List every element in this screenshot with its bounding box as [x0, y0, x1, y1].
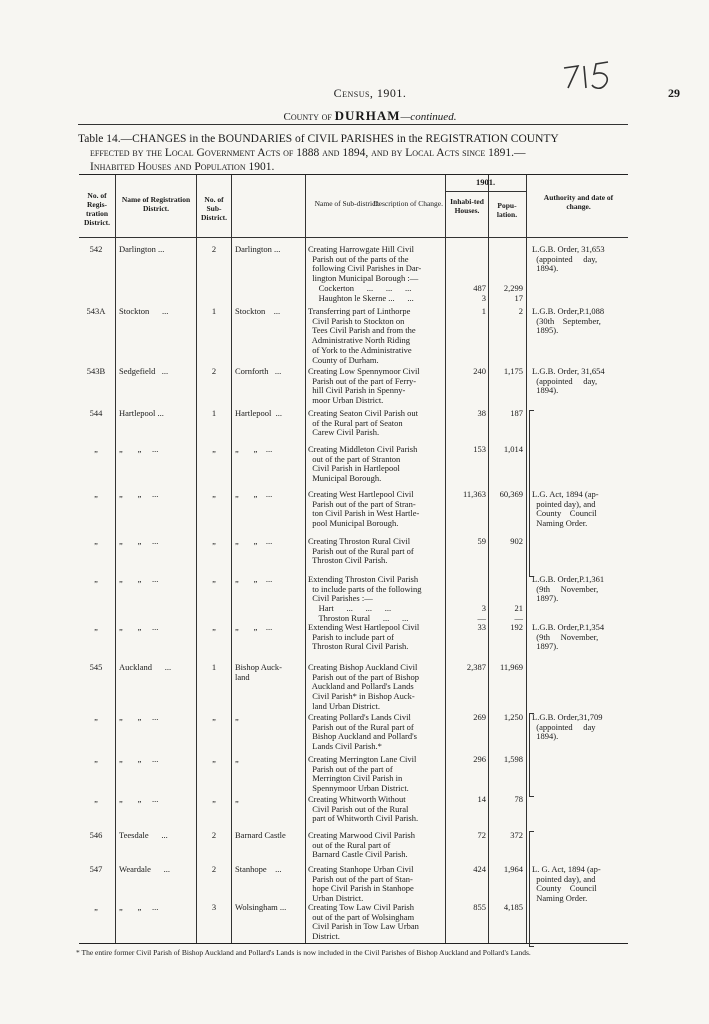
row-sub-no: „ — [212, 754, 216, 764]
row-population: 78 — [514, 794, 523, 804]
row-reg-no: „ — [94, 489, 98, 499]
row-population: 902 — [510, 536, 523, 546]
row-authority: L.G.B. Order,P.1,088 (30th September, 1895). — [532, 306, 605, 336]
row-population: 1,175 — [503, 366, 523, 376]
row-population: 192 — [510, 622, 523, 632]
row-sub-name: Stockton ... — [235, 306, 281, 316]
grouping-brace — [529, 713, 534, 797]
row-sub-no: 2 — [211, 366, 217, 376]
row-authority: L.G.B. Order,P.1,361 (9th November, 1897). — [532, 574, 605, 604]
row-houses: 2,387 — [466, 662, 486, 672]
row-authority: L.G.B. Order,P.1,354 (9th November, 1897). — [532, 622, 605, 652]
boundary-changes-table — [79, 174, 628, 944]
row-sub-no: 1 — [211, 662, 217, 672]
row-reg-name: „ „ ... — [119, 754, 159, 764]
row-sub-name: „ — [235, 712, 239, 722]
row-reg-no: „ — [94, 712, 98, 722]
col-reg-no: No. of Regis-tration District. — [83, 191, 111, 227]
row-description: Creating Merrington Lane Civil Parish out of the part of Merrington Civil Parish in Spennymoor Urban District. — [308, 754, 417, 794]
row-houses: 3 — — [477, 603, 486, 623]
row-reg-no: 545 — [89, 662, 103, 672]
row-reg-no: „ — [94, 444, 98, 454]
row-description: Transferring part of Linthorpe Civil Parish to Stockton on Tees Civil Parish and from the Administrative North Riding of York to the Administrative County of Durham. — [308, 306, 416, 365]
row-population: 372 — [510, 830, 523, 840]
page-number: 29 — [668, 86, 680, 100]
table-title: Table 14.—CHANGES in the BOUNDARIES of CIVIL PARISHES in the REGISTRATION COUNTY effected by the Local Government Acts of 1888 and 1894, and by Local Acts since 1891.— Inhabited Houses and Population 1901. — [78, 133, 559, 173]
col-sub-name: Name of Sub-district. — [314, 199, 380, 208]
row-description: Creating Pollard's Lands Civil Parish out of the Rural part of Bishop Auckland and Pollard's Lands Civil Parish.* — [308, 712, 417, 752]
row-description: Creating Marwood Civil Parish out of the Rural part of Barnard Castle Civil Parish. — [308, 830, 415, 860]
row-sub-no: 3 — [211, 902, 217, 912]
county-heading: County of DURHAM—continued. — [283, 108, 457, 123]
row-sub-no: 2 — [211, 244, 217, 254]
running-title: Census, 1901. — [333, 86, 407, 100]
row-population: 1,250 — [503, 712, 523, 722]
page-header — [60, 86, 680, 102]
row-description: Creating Bishop Auckland Civil Parish out of the part of Bishop Auckland and Pollard's Lands Civil Parish* in Bishop Auck- land Urban District. — [308, 662, 419, 711]
row-population: 2 — [518, 306, 523, 316]
row-reg-no: „ — [94, 902, 98, 912]
row-sub-no: „ — [212, 536, 216, 546]
row-description: Creating Middleton Civil Parish out of the part of Stranton Civil Parish in Hartlepool Municipal Borough. — [308, 444, 418, 484]
row-reg-name: „ „ ... — [119, 444, 159, 454]
row-sub-no: „ — [212, 712, 216, 722]
row-authority: L.G.B. Order, 31,654 (appointed day, 1894). — [532, 366, 605, 396]
row-reg-no: „ — [94, 622, 98, 632]
row-reg-no: 546 — [89, 830, 103, 840]
col-description: Description of Change. — [373, 199, 443, 208]
row-sub-no: „ — [212, 622, 216, 632]
col-population: Popu-lation. — [496, 201, 518, 219]
row-reg-name: „ „ ... — [119, 712, 159, 722]
row-description: Creating Seaton Civil Parish out of the Rural part of Seaton Carew Civil Parish. — [308, 408, 419, 438]
row-reg-name: „ „ ... — [119, 536, 159, 546]
col-year: 1901. — [475, 177, 496, 187]
row-reg-name: „ „ ... — [119, 902, 159, 912]
row-authority: L.G.B. Order,31,709 (appointed day 1894). — [532, 712, 603, 742]
col-houses: Inhabi-ted Houses. — [450, 197, 484, 215]
row-reg-no: 542 — [89, 244, 103, 254]
row-sub-name: „ — [235, 754, 239, 764]
row-reg-name: „ „ ... — [119, 489, 159, 499]
col-authority: Authority and date of change. — [543, 193, 614, 211]
row-description: Creating Whitworth Without Civil Parish out of the Rural part of Whitworth Civil Parish. — [308, 794, 419, 824]
row-reg-name: Teesdale ... — [119, 830, 168, 840]
row-reg-name: „ „ ... — [119, 622, 159, 632]
row-houses: 1 — [481, 306, 486, 316]
row-reg-no: „ — [94, 754, 98, 764]
row-sub-no: „ — [212, 444, 216, 454]
row-houses: 153 — [473, 444, 486, 454]
row-reg-no: 543A — [86, 306, 106, 316]
row-description: Creating Stanhope Urban Civil Parish out of the part of Stan- hope Civil Parish in Stanhope Urban District. — [308, 864, 414, 904]
row-sub-name: „ — [235, 794, 239, 804]
row-sub-no: 2 — [211, 830, 217, 840]
row-reg-no: 547 — [89, 864, 103, 874]
row-sub-name: Stanhope ... — [235, 864, 282, 874]
row-reg-name: Weardale ... — [119, 864, 170, 874]
row-population: 1,964 — [503, 864, 523, 874]
row-population: 21 — — [514, 603, 523, 623]
row-sub-name: Bishop Auck- land — [235, 662, 282, 682]
row-sub-no: 1 — [211, 408, 217, 418]
row-sub-no: 2 — [211, 864, 217, 874]
row-houses: 72 — [477, 830, 486, 840]
footnote: * The entire former Civil Parish of Bishop Auckland and Pollard's Lands is now included in the Civil Parishes of Bishop Auckland and Pollard's Lands. — [76, 948, 531, 957]
row-population: 1,014 — [503, 444, 523, 454]
row-reg-no: „ — [94, 574, 98, 584]
row-population: 60,369 — [499, 489, 523, 499]
row-authority: L.G.B. Order, 31,653 (appointed day, 1894). — [532, 244, 605, 274]
row-houses: 33 — [477, 622, 486, 632]
row-reg-name: Stockton ... — [119, 306, 169, 316]
row-reg-name: „ „ ... — [119, 574, 159, 584]
row-houses: 269 — [473, 712, 486, 722]
row-reg-name: „ „ ... — [119, 794, 159, 804]
col-sub-no: No. of Sub-District. — [200, 195, 228, 222]
row-houses: 424 — [473, 864, 486, 874]
row-population: 11,969 — [499, 662, 523, 672]
row-authority: L.G. Act, 1894 (ap- pointed day), and County Council Naming Order. — [532, 489, 599, 529]
row-sub-name: Barnard Castle — [235, 830, 286, 840]
row-population: 2,299 17 — [503, 282, 523, 303]
row-sub-name: „ „ ... — [235, 536, 273, 546]
row-authority: L. G. Act, 1894 (ap- pointed day), and County Council Naming Order. — [532, 864, 601, 904]
row-description: Extending Throston Civil Parish to include parts of the following Civil Parishes :— Hart ... ... ... Throston Rural ... ... — [308, 574, 422, 623]
row-reg-no: „ — [94, 536, 98, 546]
row-population: 1,598 — [503, 754, 523, 764]
row-houses: 296 — [473, 754, 486, 764]
row-houses: 14 — [477, 794, 486, 804]
divider — [78, 124, 628, 125]
row-description: Creating West Hartlepool Civil Parish out of the part of Stran- ton Civil Parish in West Hartle- pool Municipal Borough. — [308, 489, 420, 529]
row-reg-name: Hartlepool ... — [119, 408, 164, 418]
row-houses: 38 — [477, 408, 486, 418]
row-sub-name: Darlington ... — [235, 244, 281, 254]
row-reg-no: 544 — [89, 408, 103, 418]
row-sub-name: „ „ ... — [235, 622, 273, 632]
row-sub-no: „ — [212, 574, 216, 584]
grouping-brace — [529, 831, 534, 947]
row-sub-no: 1 — [211, 306, 217, 316]
row-houses: 240 — [473, 366, 486, 376]
row-reg-no: 543B — [86, 366, 106, 376]
row-houses: 11,363 — [462, 489, 486, 499]
row-houses: 59 — [477, 536, 486, 546]
row-population: 187 — [510, 408, 523, 418]
row-houses: 487 3 — [473, 282, 486, 303]
row-description: Extending West Hartlepool Civil Parish to include part of Throston Rural Civil Parish. — [308, 622, 420, 652]
row-sub-name: Wolsingham ... — [235, 902, 287, 912]
row-sub-name: „ „ ... — [235, 444, 273, 454]
row-reg-name: Darlington ... — [119, 244, 165, 254]
row-sub-no: „ — [212, 794, 216, 804]
row-description: Creating Tow Law Civil Parish out of the part of Wolsingham Civil Parish in Tow Law Urban District. — [308, 902, 419, 942]
row-reg-name: Sedgefield ... — [119, 366, 169, 376]
row-sub-no: „ — [212, 489, 216, 499]
row-sub-name: „ „ ... — [235, 489, 273, 499]
col-reg-name: Name of Registration District. — [121, 195, 191, 213]
row-sub-name: Hartlepool ... — [235, 408, 282, 418]
row-description: Creating Throston Rural Civil Parish out of the Rural part of Throston Civil Parish. — [308, 536, 414, 566]
grouping-brace — [529, 410, 534, 577]
row-houses: 855 — [473, 902, 486, 912]
row-sub-name: Cornforth ... — [235, 366, 282, 376]
row-reg-name: Auckland ... — [119, 662, 172, 672]
row-reg-no: „ — [94, 794, 98, 804]
row-sub-name: „ „ ... — [235, 574, 273, 584]
row-population: 4,185 — [503, 902, 523, 912]
row-description: Creating Low Spennymoor Civil Parish out of the part of Ferry- hill Civil Parish in Spenny- moor Urban District. — [308, 366, 420, 406]
row-description: Creating Harrowgate Hill Civil Parish out of the parts of the following Civil Parishes in Dar- lington Municipal Borough :— Cockerton ... ... ... Haughton le Skerne ... ... — [308, 244, 422, 303]
